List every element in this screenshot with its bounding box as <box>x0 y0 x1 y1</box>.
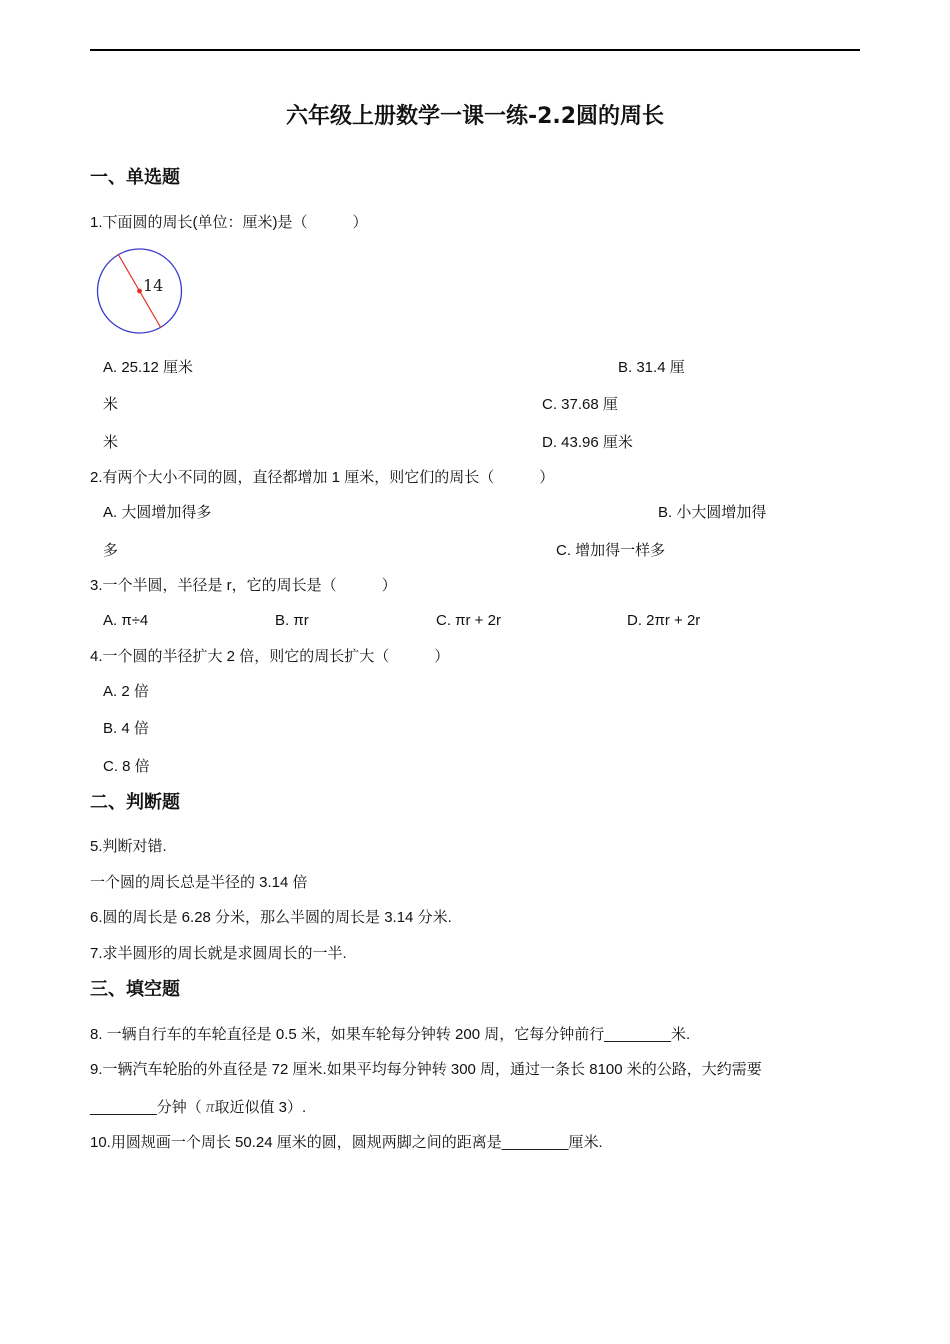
circle-figure <box>95 247 185 337</box>
center-dot <box>137 289 142 294</box>
pi-symbol: π <box>205 1097 215 1116</box>
q4-stem: 4.一个圆的半径扩大 2 倍，则它的周长扩大（ ） <box>90 648 450 665</box>
header-rule <box>90 49 860 51</box>
q4-option-c: C. 8 倍 <box>103 758 150 775</box>
q2-option-a: A. 大圆增加得多 <box>103 504 212 521</box>
q3-option-d: D. 2πr + 2r <box>627 612 701 629</box>
q2-option-b-line2: 多 <box>103 542 119 559</box>
q3-option-c: C. πr + 2r <box>436 612 501 629</box>
q1-option-b-line1: B. 31.4 厘 <box>618 359 685 376</box>
q9-line2 <box>90 1097 306 1118</box>
diameter-label: 14 <box>143 276 164 295</box>
q1-option-a: A. 25.12 厘米 <box>103 359 194 376</box>
q1-option-c-line2: 米 <box>103 434 119 451</box>
section-heading-single-choice: 一、单选题 <box>90 167 180 188</box>
q3-stem: 3.一个半圆，半径是 r，它的周长是（ ） <box>90 577 397 594</box>
q7-stem: 7.求半圆形的周长就是求圆周长的一半. <box>90 945 347 962</box>
q10-stem: 10.用圆规画一个周长 50.24 厘米的圆，圆规两脚之间的距离是________厘米. <box>90 1134 603 1151</box>
q1-option-b-line2: 米 <box>103 396 119 413</box>
q9-line2-before: ________分钟（ <box>90 1099 206 1116</box>
q8-stem: 8. 一辆自行车的车轮直径是 0.5 米，如果车轮每分钟转 200 周，它每分钟前行________米. <box>90 1026 691 1043</box>
q5-stem: 5.判断对错. <box>90 838 167 855</box>
q2-option-c: C. 增加得一样多 <box>556 542 666 559</box>
q4-option-a: A. 2 倍 <box>103 683 149 700</box>
document-title: 六年级上册数学一课一练-2.2圆的周长 <box>285 104 665 129</box>
q6-stem: 6.圆的周长是 6.28 分米，那么半圆的周长是 3.14 分米. <box>90 909 452 926</box>
q3-option-a: A. π÷4 <box>103 612 149 629</box>
q2-option-b-line1: B. 小大圆增加得 <box>658 504 767 521</box>
q1-stem: 1.下面圆的周长(单位：厘米)是（ ） <box>90 214 368 231</box>
q5-statement: 一个圆的周长总是半径的 3.14 倍 <box>90 874 308 891</box>
section-heading-true-false: 二、判断题 <box>90 792 180 813</box>
q2-stem: 2.有两个大小不同的圆，直径都增加 1 厘米，则它们的周长（ ） <box>90 469 555 486</box>
q3-option-b: B. πr <box>275 612 309 629</box>
section-heading-fill-blank: 三、填空题 <box>90 979 180 1000</box>
q1-option-c-line1: C. 37.68 厘 <box>542 396 618 413</box>
q9-line2-after: 取近似值 3）. <box>214 1099 307 1116</box>
q4-option-b: B. 4 倍 <box>103 720 149 737</box>
q1-option-d: D. 43.96 厘米 <box>542 434 633 451</box>
q9-line1: 9.一辆汽车轮胎的外直径是 72 厘米.如果平均每分钟转 300 周，通过一条长 8100 米的公路，大约需要 <box>90 1061 762 1078</box>
